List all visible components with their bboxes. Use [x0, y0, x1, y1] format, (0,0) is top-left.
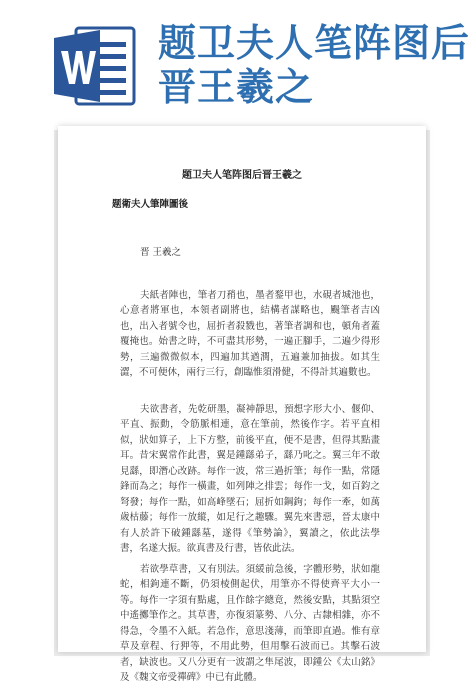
paragraph: 夫欲書者，先乾研墨，凝神靜思，預想字形大小、偃仰、平直、振動，令筋脈相連，意在筆前，然後作字。若平直相似，狀如算子，上下方整，前後平直，便不是書，但得其點畫耳。昔宋翼常作此書，翼是鍾繇弟子，繇乃叱之。翼三年不敢見繇，即潛心改跡。每作一波，常三過折筆；每作一點，常隱鋒而為之；每作一橫畫，如列陣之排雲；每作一戈，如百鈞之弩發；每作一點，如高峰墜石；屈折如鋼鉤；每作一牽，如萬歲枯藤；每作一放縱，如足行之趣驟。翼先來書惡，晉太康中有人於許下破鍾繇墓，遂得《筆勢論》，翼讀之，依此法學書，名遂大振。欲真書及行書，皆依此法。: [120, 403, 380, 554]
banner-title-line2: 晋王羲之: [158, 65, 315, 109]
document-subtitle: 题衛夫人筆陣圖後: [112, 199, 189, 210]
paragraph: 若欲學草書，又有別法。須緩前急後，字體形勢，狀如龍蛇，相鉤連不斷，仍須棱側起伏，用筆亦不得使齊平大小一等。每作一字須有點處，且作餘字總竟，然後安點，其點須空中遙擲筆作之。其草書，亦復須篆勢、八分、古隸相雜，亦不得急，令墨不入紙。若急作，意思淺薄，而筆即直過。惟有章草及章程、行狎等，不用此勢，但用擊石波而已。其擊石波者，缺波也。又八分更有一波謂之隼尾波，即鍾公《太山銘》及《魏文帝受禪碑》中已有此體。: [120, 563, 380, 683]
author-line: 晋 王羲之: [140, 247, 182, 258]
header-banner: [0, 0, 474, 118]
document-title: 题卫夫人笔阵图后晋王羲之: [182, 170, 302, 181]
paragraph: 夫紙者陣也，筆者刀矟也，墨者鍪甲也，水硯者城池也，心意者將軍也，本領者副將也，結構者謀略也，颺筆者吉凶也，出入者號令也，屈折者殺戮也，著筆者調和也，頓角者蓋覆掩也。始書之時，不可盡其形勢，一遍正腳手，二遍少得形勢，三遍微微似本，四遍加其遒潤，五遍兼加抽拔。如其生澀，不可便休，兩行三行，創臨惟須滑健，不得計其遍數也。: [120, 289, 380, 378]
word-document-icon: [54, 26, 136, 106]
banner-title-line1: 题卫夫人笔阵图后: [158, 21, 471, 65]
document-page: [58, 126, 426, 683]
